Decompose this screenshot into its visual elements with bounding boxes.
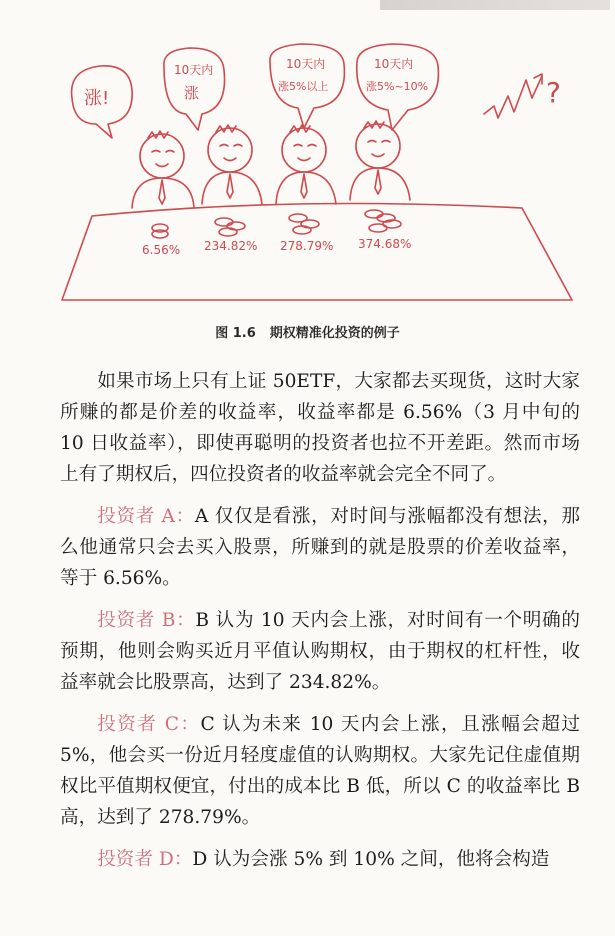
figure-caption <box>0 322 615 341</box>
investor-label: 投资者 B： <box>97 610 196 631</box>
investor-text: B 认为 10 天内会上涨，对时间有一个明确的预期，他则会购买近月平值认购期权，由于期权的杠杆性，收益率就会比股票高，达到了 234.82%。 <box>60 610 580 693</box>
investor-d-paragraph <box>60 844 580 875</box>
bubble-text: 涨 <box>184 84 200 102</box>
investor-label: 投资者 C： <box>97 714 201 735</box>
return-label: 6.56% <box>142 243 181 257</box>
return-label: 234.82% <box>204 239 258 253</box>
investor-label: 投资者 A： <box>97 506 195 527</box>
investor-label: 投资者 D： <box>97 849 193 870</box>
bubble-text: 涨5%~10% <box>366 80 429 93</box>
trend-zigzag <box>484 76 542 118</box>
investor-b-paragraph <box>60 605 580 698</box>
return-label: 374.68% <box>358 237 412 251</box>
page-header-strip <box>380 0 610 10</box>
investor-text: A 仅仅是看涨，对时间与涨幅都没有想法，那么他通常只会去买入股票，所赚到的就是股票的价差收益率，等于 6.56%。 <box>60 506 580 589</box>
bubble-text: 10天内 <box>286 57 326 71</box>
investor-text: C 认为未来 10 天内会上涨，且涨幅会超过 5%，他会买一份近月轻度虚值的认购期权。大家先记住虚值期权比平值期权便宜，付出的成本比 B 低，所以 C 的收益率比 B 高，达到了 278.79%。 <box>60 714 580 828</box>
body-text <box>60 366 580 886</box>
bubble-text: 10天内 <box>374 57 414 71</box>
figure-title: 期权精准化投资的例子 <box>269 326 400 341</box>
investor-a-paragraph <box>60 501 580 594</box>
bubble-text: 10天内 <box>174 63 214 77</box>
bubble-text: 涨5%以上 <box>278 80 329 93</box>
return-label: 278.79% <box>280 239 334 253</box>
question-mark: ? <box>546 76 561 109</box>
bubble-text: 涨! <box>84 88 110 109</box>
investor-c-paragraph <box>60 709 580 833</box>
intro-paragraph: 如果市场上只有上证 50ETF，大家都去买现货，这时大家所赚的都是价差的收益率，收益率都是 6.56%（3 月中旬的 10 日收益率），即使再聪明的投资者也拉不开差距。然而市场上有了期权后，四位投资者的收益率就会完全不同了。 <box>60 371 580 485</box>
investor-text: D 认为会涨 5% 到 10% 之间，他将会构造 <box>192 849 550 870</box>
figure-illustration <box>52 38 582 306</box>
figure-number: 图 1.6 <box>215 326 256 341</box>
hand-drawn-sketch <box>52 38 582 306</box>
